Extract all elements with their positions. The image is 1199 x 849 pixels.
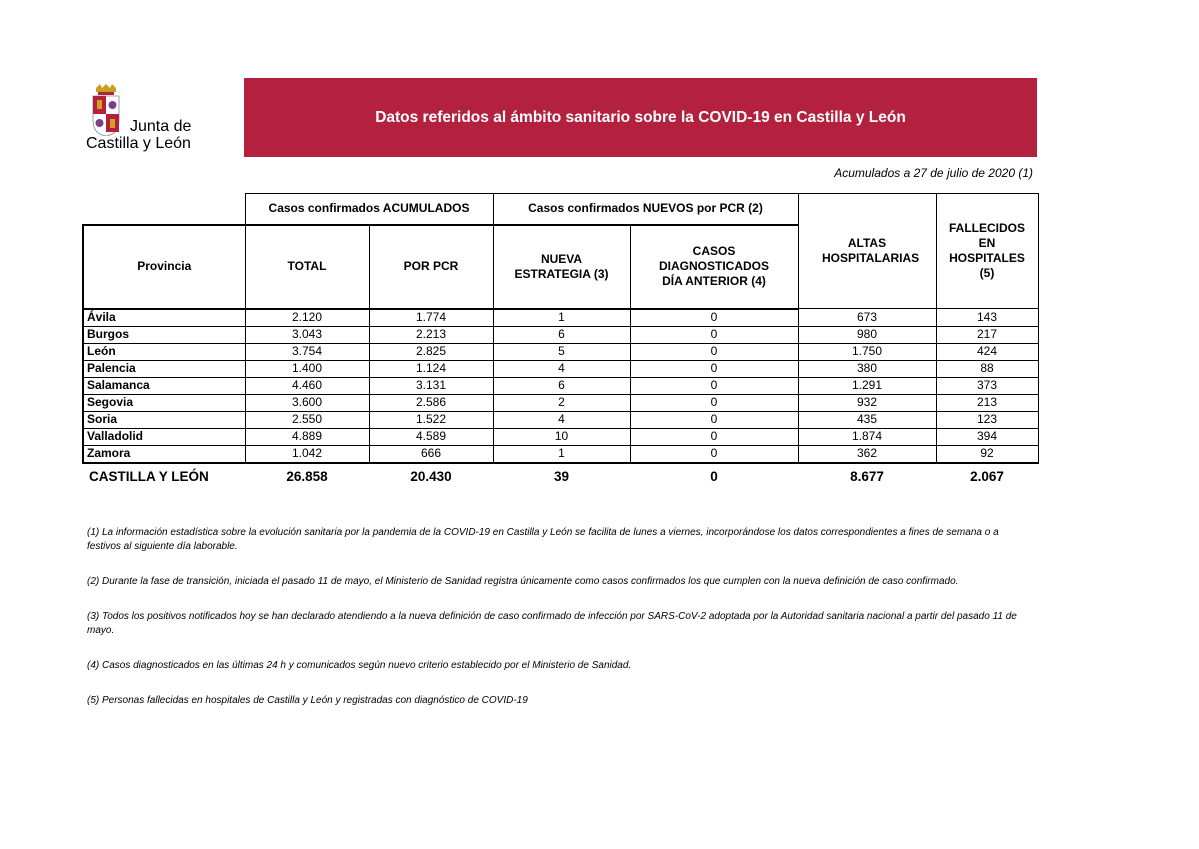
title-banner — [244, 78, 1037, 157]
cell-por-pcr: 1.774 — [369, 309, 493, 327]
total-altas: 8.677 — [850, 469, 884, 484]
cell-altas: 1.750 — [798, 343, 936, 360]
group-header-nuevos: Casos confirmados NUEVOS por PCR (2) — [493, 194, 798, 225]
cell-provincia: León — [83, 343, 245, 360]
table-row — [83, 360, 1038, 377]
cell-total: 3.754 — [245, 343, 369, 360]
cell-fallecidos: 373 — [936, 377, 1038, 394]
cell-altas: 1.291 — [798, 377, 936, 394]
cell-altas: 980 — [798, 326, 936, 343]
cell-provincia: Burgos — [83, 326, 245, 343]
cell-nueva-estrategia: 6 — [493, 326, 630, 343]
cell-altas: 435 — [798, 411, 936, 428]
cell-total: 3.043 — [245, 326, 369, 343]
cell-total: 2.120 — [245, 309, 369, 327]
header-fallecidos-label: FALLECIDOS EN HOSPITALES (5) — [948, 221, 1025, 280]
group-header-acumulados: Casos confirmados ACUMULADOS — [245, 194, 493, 225]
page-title: Datos referidos al ámbito sanitario sobre la COVID-19 en Castilla y León — [375, 108, 906, 126]
cell-total: 2.550 — [245, 411, 369, 428]
logo — [86, 84, 216, 154]
cell-casos-diagnosticados: 0 — [630, 394, 798, 411]
cell-provincia: Valladolid — [83, 428, 245, 445]
total-casos-diagnosticados: 0 — [710, 469, 718, 484]
cell-nueva-estrategia: 10 — [493, 428, 630, 445]
cell-altas: 362 — [798, 445, 936, 463]
cell-fallecidos: 394 — [936, 428, 1038, 445]
cell-provincia: Salamanca — [83, 377, 245, 394]
total-nueva-estrategia: 39 — [553, 469, 570, 484]
header-total: TOTAL — [245, 225, 369, 309]
cell-por-pcr: 4.589 — [369, 428, 493, 445]
empty-corner-cell — [83, 194, 245, 225]
cell-fallecidos: 88 — [936, 360, 1038, 377]
table-row — [83, 428, 1038, 445]
cell-por-pcr: 1.124 — [369, 360, 493, 377]
header-casos-diagnosticados-label: CASOS DIAGNOSTICADOS DÍA ANTERIOR (4) — [658, 244, 769, 288]
cell-por-pcr: 666 — [369, 445, 493, 463]
cell-total: 1.400 — [245, 360, 369, 377]
cell-nueva-estrategia: 1 — [493, 309, 630, 327]
cell-nueva-estrategia: 1 — [493, 445, 630, 463]
footnote-4: (4) Casos diagnosticados en las últimas 24 h y comunicados según nuevo criterio establecido por el Ministerio de Sanidad. — [87, 660, 632, 671]
header-fallecidos — [936, 194, 1038, 309]
cell-casos-diagnosticados: 0 — [630, 411, 798, 428]
cell-fallecidos: 143 — [936, 309, 1038, 327]
cell-fallecidos: 213 — [936, 394, 1038, 411]
cell-casos-diagnosticados: 0 — [630, 428, 798, 445]
covid-data-table — [82, 193, 1039, 490]
cell-por-pcr: 2.825 — [369, 343, 493, 360]
cell-altas: 380 — [798, 360, 936, 377]
logo-text-line2: Castilla y León — [86, 135, 191, 152]
table-row — [83, 411, 1038, 428]
cell-casos-diagnosticados: 0 — [630, 343, 798, 360]
table-row — [83, 343, 1038, 360]
cell-total: 1.042 — [245, 445, 369, 463]
total-provincia: CASTILLA Y LEÓN — [89, 469, 209, 484]
cell-casos-diagnosticados: 0 — [630, 377, 798, 394]
table-row — [83, 394, 1038, 411]
cell-nueva-estrategia: 4 — [493, 411, 630, 428]
table-row — [83, 377, 1038, 394]
header-altas-label: ALTAS HOSPITALARIAS — [822, 236, 920, 265]
cell-total: 4.460 — [245, 377, 369, 394]
cell-casos-diagnosticados: 0 — [630, 445, 798, 463]
header-provincia: Provincia — [83, 225, 245, 309]
footnote-2: (2) Durante la fase de transición, iniciada el pasado 11 de mayo, el Ministerio de Sanidad registra únicamente como casos confirmados los que cumplen con la nueva definición de caso confirmado. — [87, 576, 959, 587]
footnote-3: (3) Todos los positivos notificados hoy se han declarado atendiendo a la nueva definición de caso confirmado de infección por SARS-CoV-2 adoptada por la Autoridad sanitaria nacional a partir del pasado 11 de mayo. — [87, 611, 1017, 636]
total-total: 26.858 — [286, 469, 328, 484]
cell-nueva-estrategia: 5 — [493, 343, 630, 360]
table-row — [83, 326, 1038, 343]
header-nueva-estrategia — [493, 225, 630, 309]
header-altas — [798, 194, 936, 309]
cell-por-pcr: 3.131 — [369, 377, 493, 394]
logo-text-line1: Junta de — [130, 118, 192, 135]
cell-nueva-estrategia: 6 — [493, 377, 630, 394]
header-casos-diagnosticados — [630, 225, 798, 309]
total-fallecidos: 2.067 — [970, 469, 1004, 484]
total-row — [83, 463, 1038, 490]
cell-altas: 932 — [798, 394, 936, 411]
coat-of-arms-icon — [92, 84, 120, 136]
cell-altas: 673 — [798, 309, 936, 327]
cell-nueva-estrategia: 2 — [493, 394, 630, 411]
cell-casos-diagnosticados: 0 — [630, 326, 798, 343]
header-por-pcr: POR PCR — [369, 225, 493, 309]
cell-fallecidos: 92 — [936, 445, 1038, 463]
cell-por-pcr: 2.213 — [369, 326, 493, 343]
cell-nueva-estrategia: 4 — [493, 360, 630, 377]
cell-provincia: Segovia — [83, 394, 245, 411]
table-body — [83, 309, 1038, 490]
table-row — [83, 309, 1038, 327]
cell-fallecidos: 123 — [936, 411, 1038, 428]
cell-provincia: Ávila — [83, 309, 245, 327]
footnotes — [87, 526, 1027, 729]
cell-provincia: Soria — [83, 411, 245, 428]
footnote-1: (1) La información estadística sobre la evolución sanitaria por la pandemia de la COVID-19 en Castilla y León se facilita de lunes a viernes, incorporándose los datos correspondientes a fines de semana o a festivos al siguiente día laborable. — [87, 527, 999, 552]
cell-casos-diagnosticados: 0 — [630, 360, 798, 377]
group-header-row — [83, 194, 1038, 225]
cell-total: 3.600 — [245, 394, 369, 411]
cell-casos-diagnosticados: 0 — [630, 309, 798, 327]
cell-fallecidos: 424 — [936, 343, 1038, 360]
cell-total: 4.889 — [245, 428, 369, 445]
cell-provincia: Palencia — [83, 360, 245, 377]
table-row — [83, 445, 1038, 463]
cell-fallecidos: 217 — [936, 326, 1038, 343]
total-por-pcr: 20.430 — [410, 469, 452, 484]
cell-por-pcr: 1.522 — [369, 411, 493, 428]
cell-por-pcr: 2.586 — [369, 394, 493, 411]
cell-provincia: Zamora — [83, 445, 245, 463]
footnote-5: (5) Personas fallecidas en hospitales de Castilla y León y registradas con diagnóstico de COVID-19 — [87, 695, 528, 706]
cell-altas: 1.874 — [798, 428, 936, 445]
accumulated-date: Acumulados a 27 de julio de 2020 (1) — [834, 166, 1033, 180]
header-nueva-estrategia-label: NUEVA ESTRATEGIA (3) — [514, 251, 609, 281]
